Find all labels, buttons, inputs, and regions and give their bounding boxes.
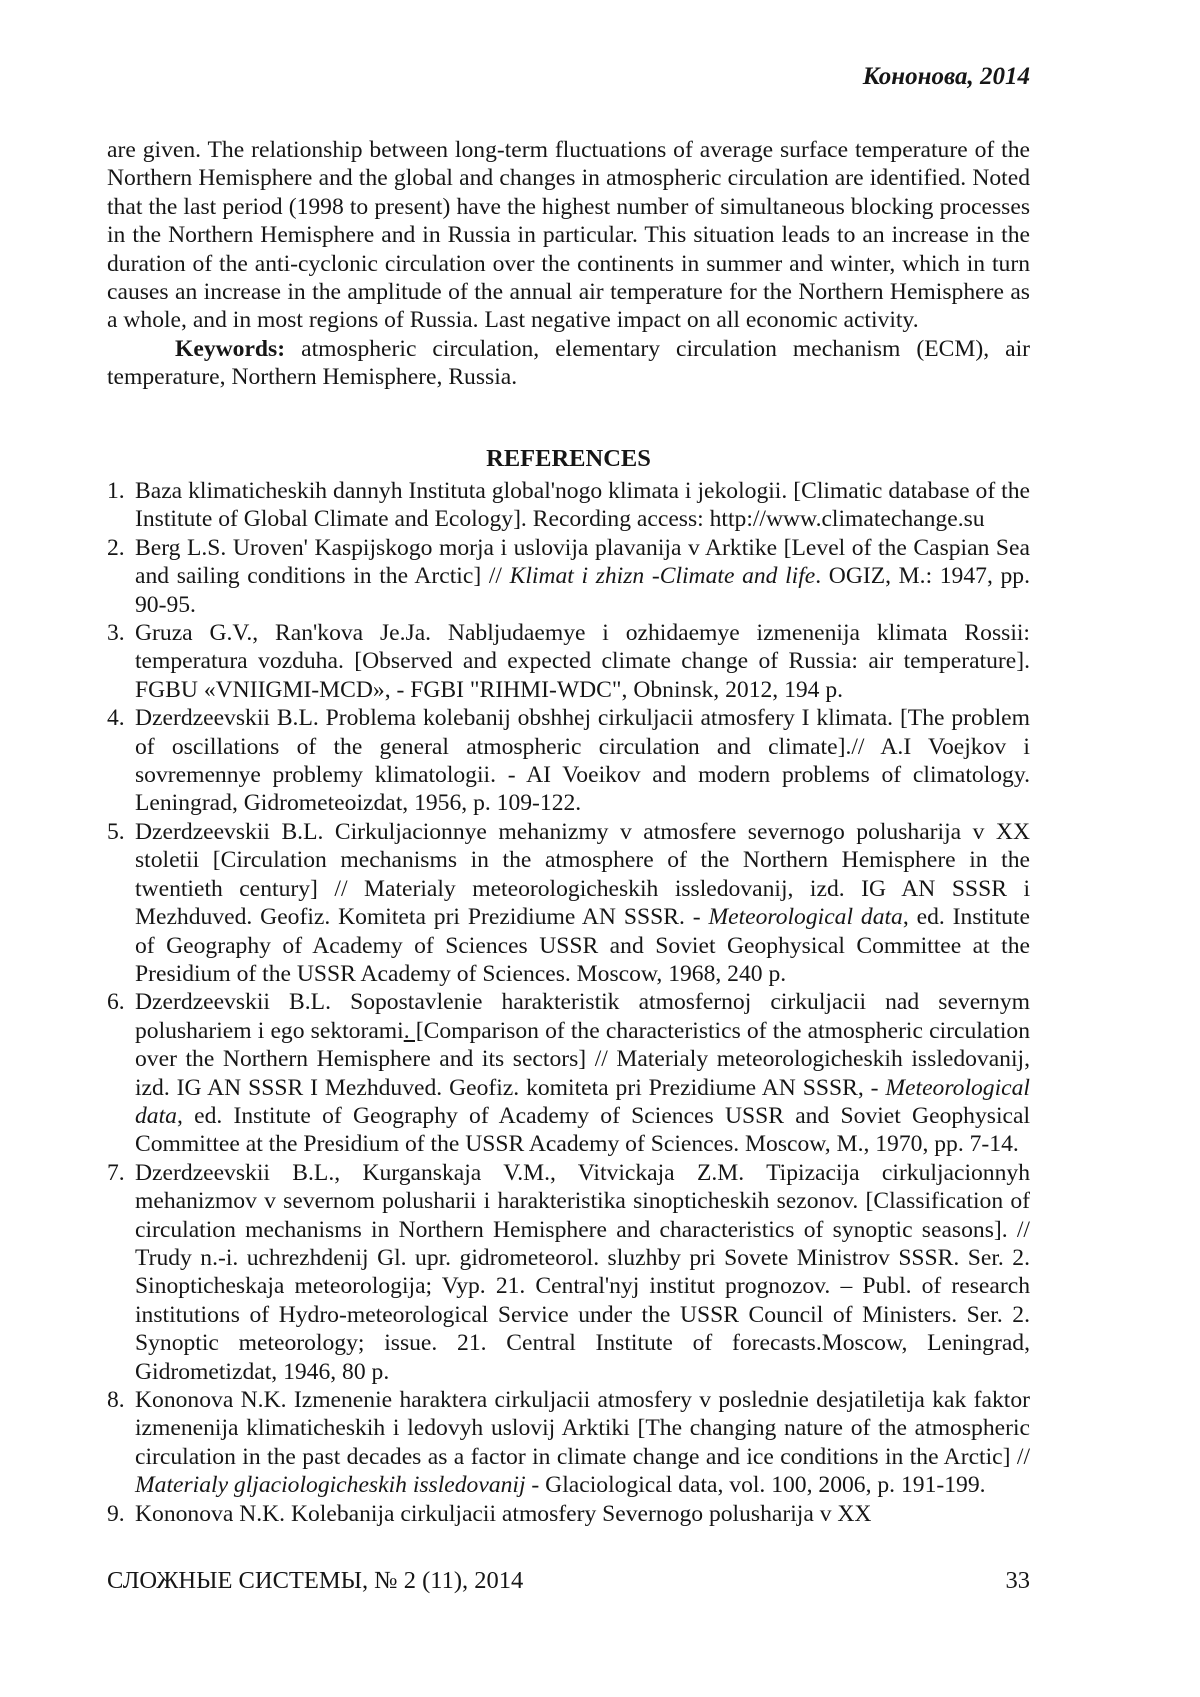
reference-text [135,535,1030,618]
reference-text [135,1160,1030,1385]
references-heading: REFERENCES [486,445,651,472]
reference-text-segment: Dzerdzeevskii B.L. Problema kolebanij obshhej cirkuljacii atmosfery I klimata. [The problem of oscillations of the general atmospheric circulation and climate].// A.I Voejkov i sovremennye problemy klimatologii. - AI Voeikov and modern problems of climatology. Leningrad, Gidrometeoizdat, 1956, p. 109-122. [135,705,1030,817]
keywords-label: Keywords: [175,335,286,362]
reference-text [135,1501,871,1527]
reference-text-segment: Baza klimaticheskih dannyh Instituta global'nogo klimata i jekologii. [Climatic database of the Institute of Global Climate and Ecology]. Recording access: http://www.climatechange.su [135,478,1030,533]
reference-item-5 [107,818,1030,988]
reference-item-3 [107,619,1030,704]
reference-text-segment: . [ [403,1017,424,1044]
reference-text-segment: Kononova N.K. Kolebanija cirkuljacii atmosfery Severnogo polusharija v XX [135,1500,872,1527]
page-footer [107,1566,1030,1596]
reference-item-6 [107,988,1030,1158]
reference-text [135,620,1030,703]
reference-text-segment: Gruza G.V., Ran'kova Je.Ja. Nabljudaemye i ozhidaemye izmenenija klimata Rossii: temperatura vozduha. [Observed and expected climate change of Russia: air temperature]. FGBU «VNIIGMI-MCD», - FGBI "RIHMI-WDC", Obninsk, 2012, 194 p. [135,620,1030,703]
reference-item-1 [107,477,1030,534]
reference-text-segment: - Glaciological data, vol. 100, 2006, p. 191-199. [525,1472,986,1499]
reference-text-segment: Meteorological data [708,904,903,931]
reference-item-8 [107,1386,1030,1500]
reference-text-segment: , ed. Institute of Geography of Academy of Sciences USSR and Soviet Geophysical Committee at the Presidium of the USSR Academy of Sciences. Moscow, 1968, 240 p. [135,904,1030,987]
reference-text-segment: Dzerdzeevskii B.L., Kurganskaja V.M., Vitvickaja Z.M. Tipizacija cirkuljacionnyh mehanizmov v severnom polusharii i harakteristika sinopticheskih sezonov. [Classification of circulation mechanisms in Northern Hemisphere and characteristics of synoptic seasons]. // Trudy n.-i. uchrezhdenij Gl. upr. gidrometeorol. sluzhby pri Sovete Ministrov SSSR. Ser. 2. Sinopticheskaja meteorologija; Vyp. 21. Central'nyj institut prognozov. – Publ. of research institutions of Hydro-meteorological Service under the USSR Council of Ministers. Ser. 2. Synoptic meteorology; issue. 21. Central Institute of forecasts.Moscow, Leningrad, Gidrometizdat, 1946, 80 p. [135,1159,1030,1385]
reference-text-segment: Meteorological data [135,1074,1030,1129]
reference-text-segment: Kononova N.K. Izmenenie haraktera cirkuljacii atmosfery v poslednie desjatiletija kak faktor izmenenija klimaticheskih i ledovyh uslovij Arktiki [The changing nature of the atmospheric circulation in the past decades as a factor in climate change and ice conditions in the Arctic] // [135,1387,1030,1470]
footer-page-number: 33 [1005,1567,1030,1594]
reference-text-segment: Dzerdzeevskii B.L. Sopostavlenie harakteristik atmosfernoj cirkuljacii nad severnym polushariem i ego sektorami [135,989,1030,1044]
reference-text [135,478,1030,532]
reference-item-9 [107,1500,1030,1528]
reference-number: 2. [107,534,125,561]
footer-journal-title: СЛОЖНЫЕ СИСТЕМЫ, № 2 (11), 2014 [107,1567,524,1594]
references-list [107,477,1030,1528]
reference-number: 6. [107,989,125,1016]
reference-number: 5. [107,818,125,845]
reference-text-segment: Berg L.S. Uroven' Kaspijskogo morja i uslovija plavanija v Arktike [Level of the Caspian Sea and sailing conditions in the Arctic] // [135,534,1030,590]
reference-text-segment: Klimat i zhizn -Climate and life [509,563,816,590]
reference-text [135,705,1030,816]
reference-number: 8. [107,1387,125,1413]
reference-text-segment: Dzerdzeevskii B.L. Cirkuljacionnye mehanizmy v atmosfere severnogo polusharija v XX stoletii [Circulation mechanisms in the atmosphere of the Northern Hemisphere in the twentieth century] // Materialy meteorologicheskih issledovanij, izd. IG AN SSSR i Mezhduved. Geofiz. Komiteta pri Prezidiume AN SSSR. - [135,818,1030,931]
reference-text [135,1387,1030,1498]
reference-text [135,819,1030,987]
reference-number: 1. [107,478,125,504]
keywords-paragraph [107,335,1030,392]
abstract-paragraph: are given. The relationship between long-term fluctuations of average surface temperature of the Northern Hemisphere and the global and changes in atmospheric circulation are identified. Noted that the last period (1998 to present) have the highest number of simultaneous blocking processes in the Northern Hemisphere and in Russia in particular. This situation leads to an increase in the duration of the anti-cyclonic circulation over the continents in summer and winter, which in turn causes an increase in the amplitude of the annual air temperature for the Northern Hemisphere as a whole, and in most regions of Russia. Last negative impact on all economic activity. [107,137,1030,334]
reference-item-7 [107,1159,1030,1386]
reference-number: 3. [107,620,125,647]
running-head: Кононова, 2014 [862,63,1030,90]
keywords-text: atmospheric circulation, elementary circulation mechanism (ECM), air temperature, Northern Hemisphere, Russia. [107,335,1030,391]
reference-text-segment: . OGIZ, M.: 1947, pp. 90-95. [135,563,1030,618]
abstract-block [107,136,1030,392]
reference-number: 4. [107,705,125,732]
reference-text-segment: Materialy gljaciologicheskih issledovanij [135,1472,526,1499]
reference-item-4 [107,704,1030,818]
reference-text-segment: Comparison of the characteristics of the atmospheric circulation over the Northern Hemisphere and its sectors] // Materialy meteorologicheskih issledovanij, izd. IG AN SSSR I Mezhduved. Geofiz. komiteta pri Prezidiume AN SSSR, - [135,1017,1030,1101]
reference-text-segment: , ed. Institute of Geography of Academy of Sciences USSR and Soviet Geophysical Committee at the Presidium of the USSR Academy of Sciences. Moscow, M., 1970, pp. 7-14. [135,1102,1030,1158]
reference-text [135,989,1030,1157]
reference-number: 7. [107,1159,125,1186]
reference-number: 9. [107,1500,125,1527]
reference-item-2 [107,534,1030,619]
